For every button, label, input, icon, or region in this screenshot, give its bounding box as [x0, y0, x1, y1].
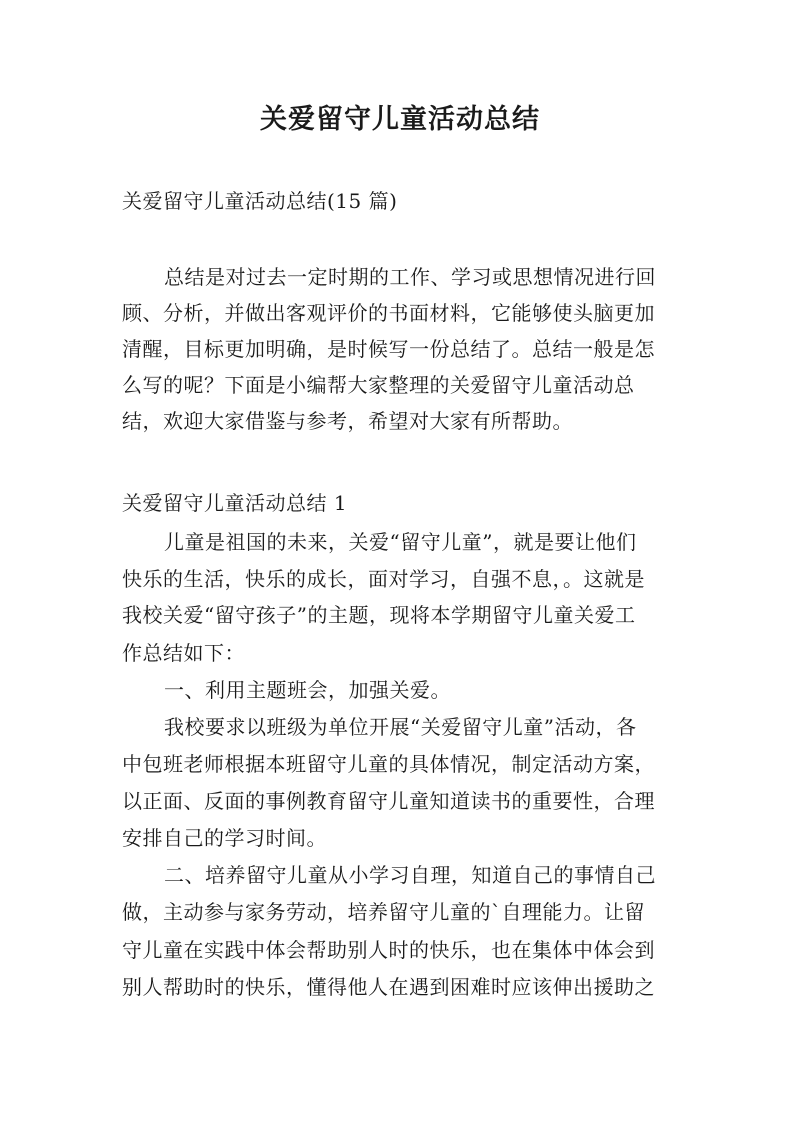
body-line: 儿童是祖国的未来，关爱“留守儿童”，就是要让他们	[164, 530, 637, 554]
section-heading: 关爱留守儿童活动总结 1	[122, 491, 348, 515]
body-line: 守儿童在实践中体会帮助别人时的快乐，也在集体中体会到	[122, 938, 655, 962]
body-line: 以正面、反面的事例教育留守儿童知道读书的重要性，合理	[122, 789, 655, 813]
document-subtitle: 关爱留守儿童活动总结(15 篇)	[122, 189, 398, 213]
intro-line: 结，欢迎大家借鉴与参考，希望对大家有所帮助。	[122, 409, 573, 433]
body-line: 我校关爱“留守孩子”的主题，现将本学期留守儿童关爱工	[122, 603, 636, 627]
body-line: 作总结如下：	[122, 641, 245, 665]
body-line: 别人帮助时的快乐，懂得他人在遇到困难时应该伸出援助之	[122, 975, 655, 999]
document-title: 关爱留守儿童活动总结	[260, 104, 540, 135]
body-line: 一、利用主题班会，加强关爱。	[164, 678, 451, 702]
body-line: 我校要求以班级为单位开展“关爱留守儿童”活动，各	[164, 715, 637, 739]
body-line: 二、培养留守儿童从小学习自理，知道自己的事情自己	[164, 863, 656, 887]
body-line: 做，主动参与家务劳动，培养留守儿童的`自理能力。让留	[122, 900, 645, 924]
intro-line: 清醒，目标更加明确，是时候写一份总结了。总结一般是怎	[122, 337, 655, 361]
intro-line: 么写的呢？下面是小编帮大家整理的关爱留守儿童活动总	[122, 373, 635, 397]
intro-line: 总结是对过去一定时期的工作、学习或思想情况进行回	[164, 265, 656, 289]
body-line: 安排自己的学习时间。	[122, 826, 327, 850]
body-line: 中包班老师根据本班留守儿童的具体情况，制定活动方案，	[122, 752, 655, 776]
body-line: 快乐的生活，快乐的成长，面对学习，自强不息，。这就是	[122, 567, 645, 591]
intro-line: 顾、分析，并做出客观评价的书面材料，它能够使头脑更加	[122, 301, 655, 325]
